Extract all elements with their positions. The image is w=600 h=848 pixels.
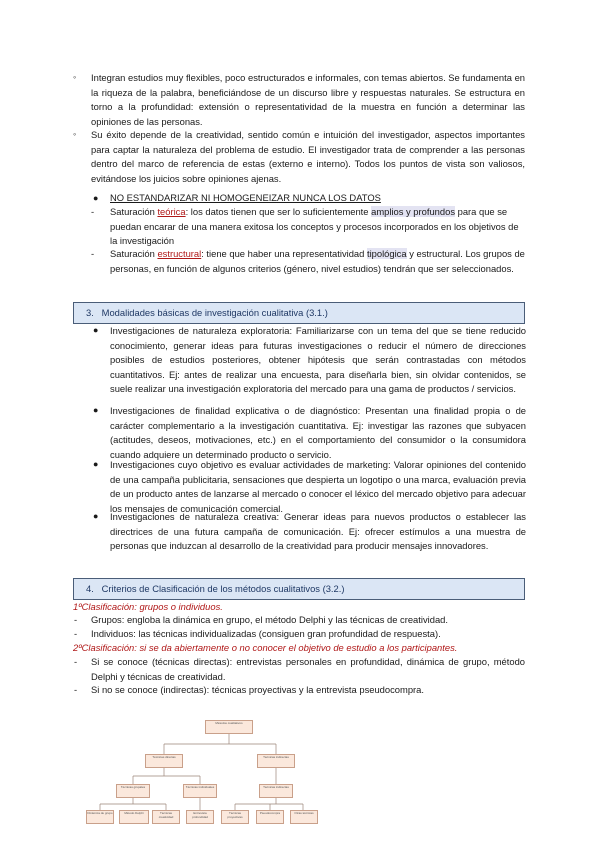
- diagram-leaf-7: Otras técnicas: [290, 810, 318, 824]
- classification-2-direct: Si se conoce (técnicas directas): entrevistas personales en profundidad, dinámica de grupo, método Delphi y técnicas de creatividad.: [91, 656, 525, 682]
- diagram-leaf-4: Entrevista profundidad: [186, 810, 214, 824]
- dash-bullet-icon: -: [74, 656, 78, 667]
- diagram-indirect: Técnicas indirectas: [257, 754, 295, 768]
- diagram-leaf-2: Método Delphi: [119, 810, 149, 824]
- s2-mid: : tiene que haber una representatividad: [201, 248, 367, 259]
- s1-mid: : los datos tienen que ser lo suficientemente: [185, 206, 372, 217]
- circle-bullet-icon: ◦: [73, 129, 77, 139]
- diagram-direct: Técnicas directas: [145, 754, 183, 768]
- s1-pre: Saturación: [110, 206, 158, 217]
- standard-title: NO ESTANDARIZAR NI HOMOGENEIZAR NUNCA LOS DATOS: [110, 192, 381, 203]
- modality-explanatory: Investigaciones de finalidad explicativa o de diagnóstico: Presentan una finalidad propia o de carácter complementario a la investigación cuantitativa. Ej: investigar las razones que subyacen (actitudes, deseos, motivaciones, etc.) en el comportamiento del consumidor o la consumidora cuando adquiere un determinado producto o servicio.: [110, 405, 526, 460]
- intro-paragraph-2: Su éxito depende de la creatividad, sentido común e intuición del investigador, aspectos importantes para captar la naturaleza del problema de estudio. El investigador trata de comprender a las personas dentro del marco de referencia de estas (externo e interno). Todos los puntos de vista son valiosos, evitándose los juicios sobre opiniones ajenas.: [91, 129, 525, 184]
- classification-2-indirect: Si no se conoce (indirectas): técnicas proyectivas y la entrevista pseudocompra.: [91, 684, 424, 695]
- dash-bullet-icon: -: [74, 684, 78, 695]
- diagram-projective-group: Técnicas indirectas: [259, 784, 293, 798]
- dash-bullet-icon: -: [74, 628, 78, 639]
- s2-pre: Saturación: [110, 248, 158, 259]
- s2-highlight: tipológica: [366, 248, 407, 259]
- diagram-group-techniques: Técnicas grupales: [116, 784, 150, 798]
- dash-bullet-icon: -: [91, 248, 95, 259]
- circle-bullet-icon: ◦: [73, 72, 77, 82]
- classification-1-individuals: Individuos: las técnicas individualizadas (consiguen gran profundidad de respuesta).: [91, 628, 441, 639]
- s1-highlight: amplios y profundos: [371, 206, 456, 217]
- section-3-title: Modalidades básicas de investigación cualitativa (3.1.): [101, 307, 328, 318]
- bullet-icon: ●: [93, 459, 99, 469]
- s1-term: teórica: [157, 206, 186, 217]
- diagram-leaf-1: Dinámica de grupo: [86, 810, 114, 824]
- diagram-individual-techniques: Técnicas individuales: [183, 784, 217, 798]
- section-3-number: 3.: [86, 307, 94, 318]
- s1-post: para que se puedan encarar de una manera exitosa los conceptos y procesos incorporados en los objetivos de la investigación: [110, 206, 519, 247]
- classification-1-title: 1ºClasificación: grupos o individuos.: [73, 601, 223, 612]
- bullet-icon: ●: [93, 193, 99, 203]
- s2-post: y estructural. Los grupos de personas, en función de algunos criterios (género, nivel estudios) tendrán que ser seleccionados.: [110, 248, 525, 274]
- diagram-leaf-5: Técnicas proyectivas: [221, 810, 249, 824]
- bullet-icon: ●: [93, 325, 99, 335]
- bullet-icon: ●: [93, 511, 99, 521]
- classification-2-title: 2ºClasificación: si se da abiertamente o no conocer el objetivo de estudio a los participantes.: [73, 642, 458, 653]
- s2-term: estructural: [157, 248, 202, 259]
- modality-marketing: Investigaciones cuyo objetivo es evaluar actividades de marketing: Valorar opiniones del contenido de una campaña publicitaria, sensaciones que despierta un logotipo o una marca, evaluación previa de un producto antes de lanzarse al mercado o conocer el léxico del mercado objetivo para adecuar los mensajes de comunicación comercial.: [110, 459, 526, 514]
- dash-bullet-icon: -: [91, 206, 95, 217]
- classification-1-groups: Grupos: engloba la dinámica en grupo, el método Delphi y las técnicas de creatividad.: [91, 614, 448, 625]
- modality-exploratory: Investigaciones de naturaleza exploratoria: Familiarizarse con un tema del que se tiene reducido conocimiento, generar ideas para futuras investigaciones o reducir el número de direcciones posibles de estudios posteriores, obtener hipótesis que serán contrastadas con métodos cuantitativos. Ej: antes de realizar una encuesta, para diseñarla bien, sin olvidar contenidos, se suele realizar una investigación exploratoria del mercado para una gama de productos / servicios.: [110, 325, 526, 395]
- diagram-root: Métodos cualitativos: [205, 720, 253, 734]
- section-4-title: Criterios de Clasificación de los métodos cualitativos (3.2.): [101, 583, 345, 594]
- dash-bullet-icon: -: [74, 614, 78, 625]
- modality-creative: Investigaciones de naturaleza creativa: Generar ideas para nuevos productos o establecer las directrices de una futura campaña de comunicación. Ej: ofrecer estímulos a una muestra de personas que induzcan al desarrollo de la creatividad para producir mensajes innovadores.: [110, 511, 526, 552]
- intro-paragraph-1: Integran estudios muy flexibles, poco estructurados e informales, con temas abiertos. Se fundamenta en la riqueza de la palabra, beneficiándose de un discurso libre y respuestas naturales. Se estructura en torno a la profundidad: extensión o representatividad de la muestra en función a determinar las opiniones de las personas.: [91, 72, 525, 127]
- bullet-icon: ●: [93, 405, 99, 415]
- diagram-leaf-3: Técnicas creatividad: [152, 810, 180, 824]
- section-4-number: 4.: [86, 583, 94, 594]
- diagram-leaf-6: Pseudocompra: [256, 810, 284, 824]
